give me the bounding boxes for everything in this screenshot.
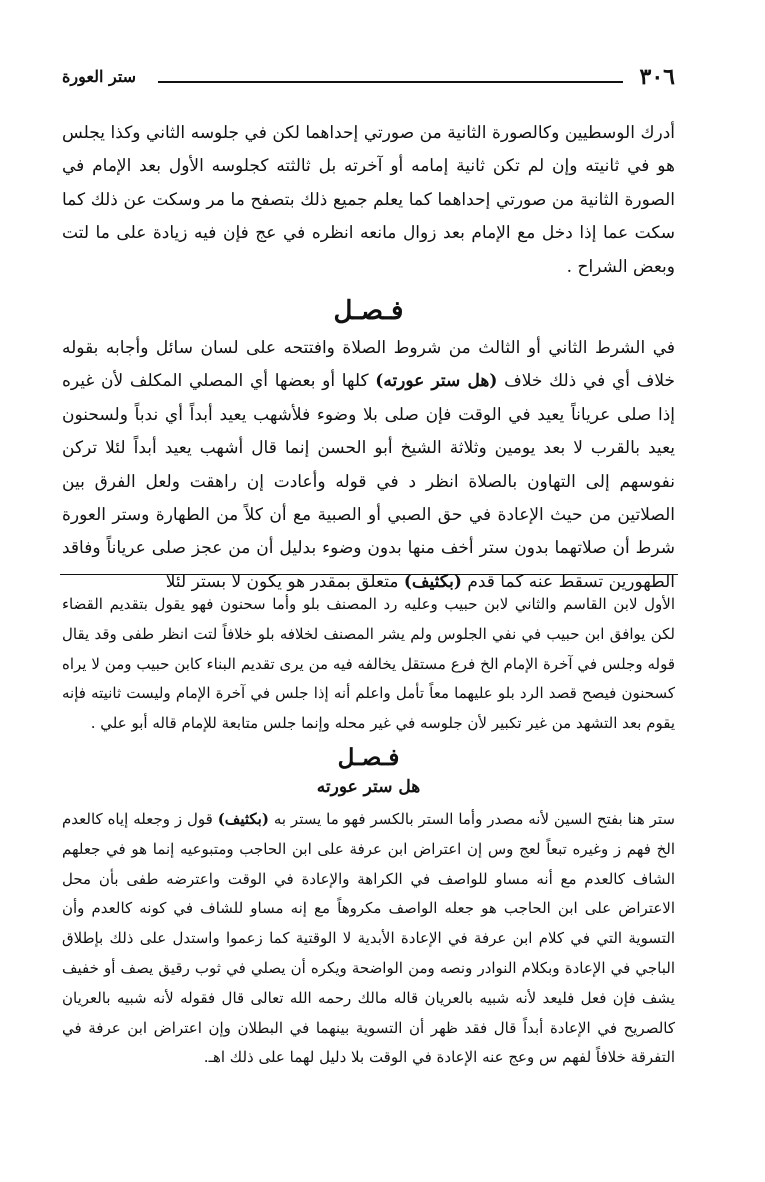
notes-paragraph-1: الأول لابن القاسم والثاني لابن حبيب وعليه رد المصنف بلو وأما سحنون فهو يقول بتقديم القضاء لكن يوافق ابن حبيب في نفي الجلوس ولم يشر المصنف لخلافه بلو خلافاً لتت انظر طفى وقد يقال قوله وجلس في آخرة الإمام الخ فرع مستقل يخالفه فيه من يرى تقديم البناء كابن حبيب ومن لا يراه كسحنون فيصح قصد الرد بلو عليهما معاً تأمل واعلم أنه إذا جلس في آخرة الإمام وليست ثانيته فإنه يقوم بعد التشهد من غير تكبير لأن جلوسه في غير محله وإنما جلس متابعة للإمام قاله أبو علي .	[62, 595, 675, 733]
notes-paragraph-2	[62, 805, 675, 1073]
commentary-text	[62, 590, 675, 1073]
notes-paragraph-2-bold: (بكثيف)	[217, 809, 269, 828]
footnote-divider	[60, 574, 678, 575]
main-text	[62, 117, 675, 599]
page-header	[62, 62, 675, 96]
main-paragraph-2-bold-1: (هل ستر عورته)	[375, 371, 498, 392]
main-paragraph-2-part-3: متعلق بمقدر هو يكون لا بستر لئلا	[165, 571, 404, 592]
main-paragraph-2	[62, 332, 675, 599]
notes-paragraph-2-part-2: قول ز وجعله إياه كالعدم الخ فهم ز وغيره تبعاً لعج وس إن اعتراض ابن عرفة على ابن الحاجب ومتبوعيه إنما هو في جعلهم الشاف كالعدم مع أنه مساو للواصف في الكراهة والإعادة في الوقت واعترضه طفى بأن محل الاعتراض على ابن الحاجب هو جعله الواصف مكروهاً مع إنه مساو للشاف في كونه كالعدم وأن التسوية التي في كلام ابن عرفة في الإعادة الأبدية لا الوقتية كما زعموا واستدل على ذلك بإطلاق الباجي في الإعادة وبكلام النوادر ونصه ومن الواضحة ويكره أن يصلي في ثوب رقيق يصف أو خفيف يشف فإن فعل فليعد لأنه شبيه بالعريان قاله مالك رحمه الله تعالى قال فقوله لأنه شبيه بالعريان كالصريح في الإعادة أبداً قال فقد ظهر أن التسوية بينهما في البطلان وإن اعتراض ابن عرفة في التفرقة خلافاً لفهم س وعج عنه الإعادة في الوقت بلا دليل لهما على ذلك اهـ.	[62, 809, 675, 1067]
notes-subheading: هل ستر عورته	[316, 776, 421, 797]
header-rule	[158, 81, 623, 83]
notes-paragraph-2-part-1: ستر هنا بفتح السين لأنه مصدر وأما الستر بالكسر فهو ما يستر به	[268, 809, 675, 828]
main-paragraph-1: أدرك الوسطيين وكالصورة الثانية من صورتي إحداهما لكن في جلوسه الثاني وكذا يجلس هو في ثانيته وإن لم تكن ثانية إمامه أو آخرته بل ثالثته كجلوسه الأول بعد الإمام في الصورة الثانية من صورتي إحداهما كما يعلم جميع ذلك بتصفح ما مر وسكت عن ذلك كما سكت عما إذا دخل مع الإمام بعد زوال مانعه انظره في عج فإن فيه زيادة على ما لتت وبعض الشراح .	[62, 123, 675, 277]
main-paragraph-2-bold-2: (بكثيف)	[403, 571, 462, 592]
page-number: ٣٠٦	[639, 64, 675, 90]
section-heading: فـصـل	[333, 296, 404, 327]
running-title: ستر العورة	[62, 67, 137, 86]
notes-section-heading: فـصـل	[337, 743, 400, 771]
main-paragraph-2-part-1: في الشرط الثاني أو الثالث من شروط الصلاة وافتتحه على لسان سائل وأجابه بقوله خلاف أي في ذلك خلاف	[62, 338, 675, 392]
main-paragraph-2-part-2: كلها أو بعضها أي المصلي المكلف لأن غيره إذا صلى عرياناً يعيد في الوقت فإن صلى بلا وضوء فلأشهب يعيد أبداً أي ندباً ولسحنون يعيد بالقرب لا بعد يومين وثلاثة الشيخ أبو الحسن إنما قال أشهب يعيد أبداً لئلا تركن نفوسهم إلى التهاون بالصلاة انظر د في قوله وأعادت إن راهقت ولعل الفرق بين الصلاتين من حيث الإعادة في حق الصبي أو الصبية مع أن كلاً من الطهارة وستر العورة شرط أن صلاتهما بدون ستر أخف منها بدون وضوء بدليل أن من عجز صلى عرياناً وفاقد الطهورين تسقط عنه كما قدم	[62, 371, 676, 592]
